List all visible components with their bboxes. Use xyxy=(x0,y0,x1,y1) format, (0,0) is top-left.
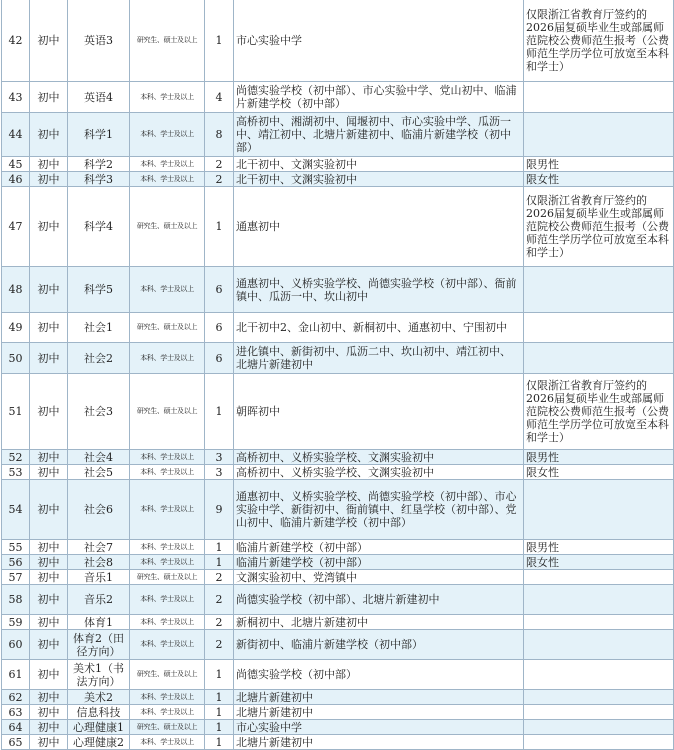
school-level: 初中 xyxy=(30,480,68,540)
education-requirement: 研究生、硕士及以上 xyxy=(130,720,205,735)
hire-count: 8 xyxy=(205,113,234,157)
table-row xyxy=(2,465,674,480)
school-level: 初中 xyxy=(30,267,68,313)
subject: 社会3 xyxy=(68,374,130,450)
education-requirement: 研究生、硕士及以上 xyxy=(130,660,205,690)
subject: 科学4 xyxy=(68,187,130,267)
row-number: 55 xyxy=(2,540,30,555)
hire-count: 1 xyxy=(205,705,234,720)
row-number: 50 xyxy=(2,343,30,374)
subject: 音乐2 xyxy=(68,585,130,615)
school-level: 初中 xyxy=(30,187,68,267)
education-requirement: 本科、学士及以上 xyxy=(130,267,205,313)
hire-count: 2 xyxy=(205,570,234,585)
row-number: 48 xyxy=(2,267,30,313)
school-list: 北干初中、文渊实验初中 xyxy=(234,172,524,187)
row-number: 61 xyxy=(2,660,30,690)
table-row xyxy=(2,374,674,450)
education-requirement: 本科、学士及以上 xyxy=(130,630,205,660)
table-row xyxy=(2,555,674,570)
table-row xyxy=(2,705,674,720)
education-requirement: 本科、学士及以上 xyxy=(130,585,205,615)
hire-count: 1 xyxy=(205,660,234,690)
row-number: 44 xyxy=(2,113,30,157)
school-list: 市心实验中学 xyxy=(234,720,524,735)
school-list: 通惠初中、义桥实验学校、尚德实验学校（初中部）、衙前镇中、瓜沥一中、坎山初中 xyxy=(234,267,524,313)
hire-count: 2 xyxy=(205,172,234,187)
school-level: 初中 xyxy=(30,615,68,630)
subject: 美术2 xyxy=(68,690,130,705)
table-row xyxy=(2,630,674,660)
row-number: 54 xyxy=(2,480,30,540)
row-number: 49 xyxy=(2,313,30,343)
subject: 社会1 xyxy=(68,313,130,343)
row-number: 45 xyxy=(2,157,30,172)
education-requirement: 本科、学士及以上 xyxy=(130,465,205,480)
row-number: 60 xyxy=(2,630,30,660)
subject: 社会7 xyxy=(68,540,130,555)
education-requirement: 本科、学士及以上 xyxy=(130,113,205,157)
subject: 英语4 xyxy=(68,82,130,113)
education-requirement: 本科、学士及以上 xyxy=(130,735,205,750)
remark xyxy=(524,113,674,157)
school-level: 初中 xyxy=(30,0,68,82)
education-requirement: 本科、学士及以上 xyxy=(130,343,205,374)
table-row xyxy=(2,187,674,267)
table-row xyxy=(2,690,674,705)
table-row xyxy=(2,660,674,690)
remark xyxy=(524,705,674,720)
remark xyxy=(524,630,674,660)
school-level: 初中 xyxy=(30,660,68,690)
school-list: 临浦片新建学校（初中部） xyxy=(234,540,524,555)
row-number: 58 xyxy=(2,585,30,615)
remark xyxy=(524,570,674,585)
remark xyxy=(524,313,674,343)
remark xyxy=(524,480,674,540)
education-requirement: 本科、学士及以上 xyxy=(130,615,205,630)
remark xyxy=(524,82,674,113)
subject: 体育1 xyxy=(68,615,130,630)
subject: 社会6 xyxy=(68,480,130,540)
table-row xyxy=(2,735,674,750)
subject: 心理健康1 xyxy=(68,720,130,735)
remark: 仅限浙江省教育厅签约的2026届复硕毕业生或部属师范院校公费师范生报考（公费师范生学历学位可放宽至本科和学士） xyxy=(524,374,674,450)
school-level: 初中 xyxy=(30,343,68,374)
hire-count: 1 xyxy=(205,720,234,735)
table-row xyxy=(2,313,674,343)
remark: 限女性 xyxy=(524,465,674,480)
hire-count: 6 xyxy=(205,313,234,343)
subject: 社会8 xyxy=(68,555,130,570)
school-list: 尚德实验学校（初中部）、市心实验中学、党山初中、临浦片新建学校（初中部） xyxy=(234,82,524,113)
subject: 科学1 xyxy=(68,113,130,157)
table-row xyxy=(2,585,674,615)
hire-count: 2 xyxy=(205,615,234,630)
school-list: 进化镇中、新街初中、瓜沥二中、坎山初中、靖江初中、北塘片新建初中 xyxy=(234,343,524,374)
row-number: 65 xyxy=(2,735,30,750)
subject: 心理健康2 xyxy=(68,735,130,750)
row-number: 46 xyxy=(2,172,30,187)
school-level: 初中 xyxy=(30,313,68,343)
subject: 体育2（田径方向） xyxy=(68,630,130,660)
school-level: 初中 xyxy=(30,113,68,157)
subject: 音乐1 xyxy=(68,570,130,585)
subject: 信息科技 xyxy=(68,705,130,720)
education-requirement: 研究生、硕士及以上 xyxy=(130,187,205,267)
row-number: 59 xyxy=(2,615,30,630)
subject: 科学5 xyxy=(68,267,130,313)
school-list: 北塘片新建初中 xyxy=(234,735,524,750)
school-list: 临浦片新建学校（初中部） xyxy=(234,555,524,570)
remark: 限男性 xyxy=(524,157,674,172)
hire-count: 4 xyxy=(205,82,234,113)
remark xyxy=(524,343,674,374)
table-row xyxy=(2,540,674,555)
remark xyxy=(524,267,674,313)
subject: 美术1（书法方向） xyxy=(68,660,130,690)
row-number: 51 xyxy=(2,374,30,450)
subject: 科学2 xyxy=(68,157,130,172)
school-list: 高桥初中、义桥实验学校、文渊实验初中 xyxy=(234,465,524,480)
remark xyxy=(524,585,674,615)
school-level: 初中 xyxy=(30,585,68,615)
subject: 社会5 xyxy=(68,465,130,480)
school-level: 初中 xyxy=(30,630,68,660)
hire-count: 1 xyxy=(205,374,234,450)
remark: 限女性 xyxy=(524,172,674,187)
education-requirement: 本科、学士及以上 xyxy=(130,540,205,555)
remark xyxy=(524,735,674,750)
school-list: 北干初中、文渊实验初中 xyxy=(234,157,524,172)
row-number: 42 xyxy=(2,0,30,82)
hire-count: 2 xyxy=(205,157,234,172)
row-number: 47 xyxy=(2,187,30,267)
education-requirement: 本科、学士及以上 xyxy=(130,480,205,540)
row-number: 57 xyxy=(2,570,30,585)
table-row xyxy=(2,0,674,82)
remark xyxy=(524,660,674,690)
school-level: 初中 xyxy=(30,450,68,465)
subject: 社会2 xyxy=(68,343,130,374)
table-row xyxy=(2,267,674,313)
row-number: 64 xyxy=(2,720,30,735)
hire-count: 1 xyxy=(205,0,234,82)
table-row xyxy=(2,450,674,465)
school-level: 初中 xyxy=(30,157,68,172)
education-requirement: 研究生、硕士及以上 xyxy=(130,374,205,450)
hire-count: 6 xyxy=(205,343,234,374)
school-list: 北干初中2、金山初中、新桐初中、通惠初中、宁围初中 xyxy=(234,313,524,343)
hire-count: 6 xyxy=(205,267,234,313)
table-row xyxy=(2,720,674,735)
school-list: 新街初中、临浦片新建学校（初中部） xyxy=(234,630,524,660)
education-requirement: 本科、学士及以上 xyxy=(130,690,205,705)
school-level: 初中 xyxy=(30,705,68,720)
table-row xyxy=(2,343,674,374)
education-requirement: 研究生、硕士及以上 xyxy=(130,570,205,585)
table-row xyxy=(2,157,674,172)
remark: 仅限浙江省教育厅签约的2026届复硕毕业生或部属师范院校公费师范生报考（公费师范生学历学位可放宽至本科和学士） xyxy=(524,187,674,267)
hire-count: 9 xyxy=(205,480,234,540)
table-row xyxy=(2,480,674,540)
hire-count: 1 xyxy=(205,555,234,570)
hire-count: 1 xyxy=(205,690,234,705)
school-level: 初中 xyxy=(30,172,68,187)
remark xyxy=(524,720,674,735)
subject: 科学3 xyxy=(68,172,130,187)
row-number: 53 xyxy=(2,465,30,480)
remark xyxy=(524,615,674,630)
school-list: 文渊实验初中、党湾镇中 xyxy=(234,570,524,585)
education-requirement: 研究生、硕士及以上 xyxy=(130,313,205,343)
school-list: 尚德实验学校（初中部）、北塘片新建初中 xyxy=(234,585,524,615)
school-list: 北塘片新建初中 xyxy=(234,705,524,720)
hire-count: 1 xyxy=(205,187,234,267)
school-level: 初中 xyxy=(30,735,68,750)
remark xyxy=(524,690,674,705)
hire-count: 3 xyxy=(205,465,234,480)
row-number: 43 xyxy=(2,82,30,113)
table-body xyxy=(2,0,674,750)
table-row xyxy=(2,615,674,630)
school-level: 初中 xyxy=(30,540,68,555)
table-row xyxy=(2,113,674,157)
school-list: 北塘片新建初中 xyxy=(234,690,524,705)
education-requirement: 本科、学士及以上 xyxy=(130,555,205,570)
row-number: 52 xyxy=(2,450,30,465)
table-row xyxy=(2,82,674,113)
recruitment-table xyxy=(1,0,674,750)
school-list: 通惠初中 xyxy=(234,187,524,267)
remark: 限男性 xyxy=(524,540,674,555)
education-requirement: 本科、学士及以上 xyxy=(130,157,205,172)
education-requirement: 本科、学士及以上 xyxy=(130,172,205,187)
education-requirement: 本科、学士及以上 xyxy=(130,450,205,465)
remark: 限男性 xyxy=(524,450,674,465)
school-level: 初中 xyxy=(30,465,68,480)
school-level: 初中 xyxy=(30,555,68,570)
school-list: 高桥初中、义桥实验学校、文渊实验初中 xyxy=(234,450,524,465)
school-level: 初中 xyxy=(30,690,68,705)
hire-count: 3 xyxy=(205,450,234,465)
school-list: 朝晖初中 xyxy=(234,374,524,450)
row-number: 62 xyxy=(2,690,30,705)
hire-count: 2 xyxy=(205,585,234,615)
school-list: 通惠初中、义桥实验学校、尚德实验学校（初中部）、市心实验中学、新街初中、衙前镇中、红垦学校（初中部）、党山初中、临浦片新建学校（初中部） xyxy=(234,480,524,540)
hire-count: 1 xyxy=(205,735,234,750)
hire-count: 2 xyxy=(205,630,234,660)
table-row xyxy=(2,172,674,187)
row-number: 63 xyxy=(2,705,30,720)
education-requirement: 本科、学士及以上 xyxy=(130,705,205,720)
school-list: 市心实验中学 xyxy=(234,0,524,82)
subject: 英语3 xyxy=(68,0,130,82)
remark: 仅限浙江省教育厅签约的2026届复硕毕业生或部属师范院校公费师范生报考（公费师范生学历学位可放宽至本科和学士） xyxy=(524,0,674,82)
school-level: 初中 xyxy=(30,720,68,735)
school-list: 高桥初中、湘湖初中、闻堰初中、市心实验中学、瓜沥一中、靖江初中、北塘片新建初中、临浦片新建学校（初中部） xyxy=(234,113,524,157)
hire-count: 1 xyxy=(205,540,234,555)
remark: 限女性 xyxy=(524,555,674,570)
school-level: 初中 xyxy=(30,82,68,113)
school-list: 尚德实验学校（初中部） xyxy=(234,660,524,690)
row-number: 56 xyxy=(2,555,30,570)
school-level: 初中 xyxy=(30,570,68,585)
subject: 社会4 xyxy=(68,450,130,465)
school-list: 新桐初中、北塘片新建初中 xyxy=(234,615,524,630)
school-level: 初中 xyxy=(30,374,68,450)
education-requirement: 本科、学士及以上 xyxy=(130,82,205,113)
table-row xyxy=(2,570,674,585)
education-requirement: 研究生、硕士及以上 xyxy=(130,0,205,82)
